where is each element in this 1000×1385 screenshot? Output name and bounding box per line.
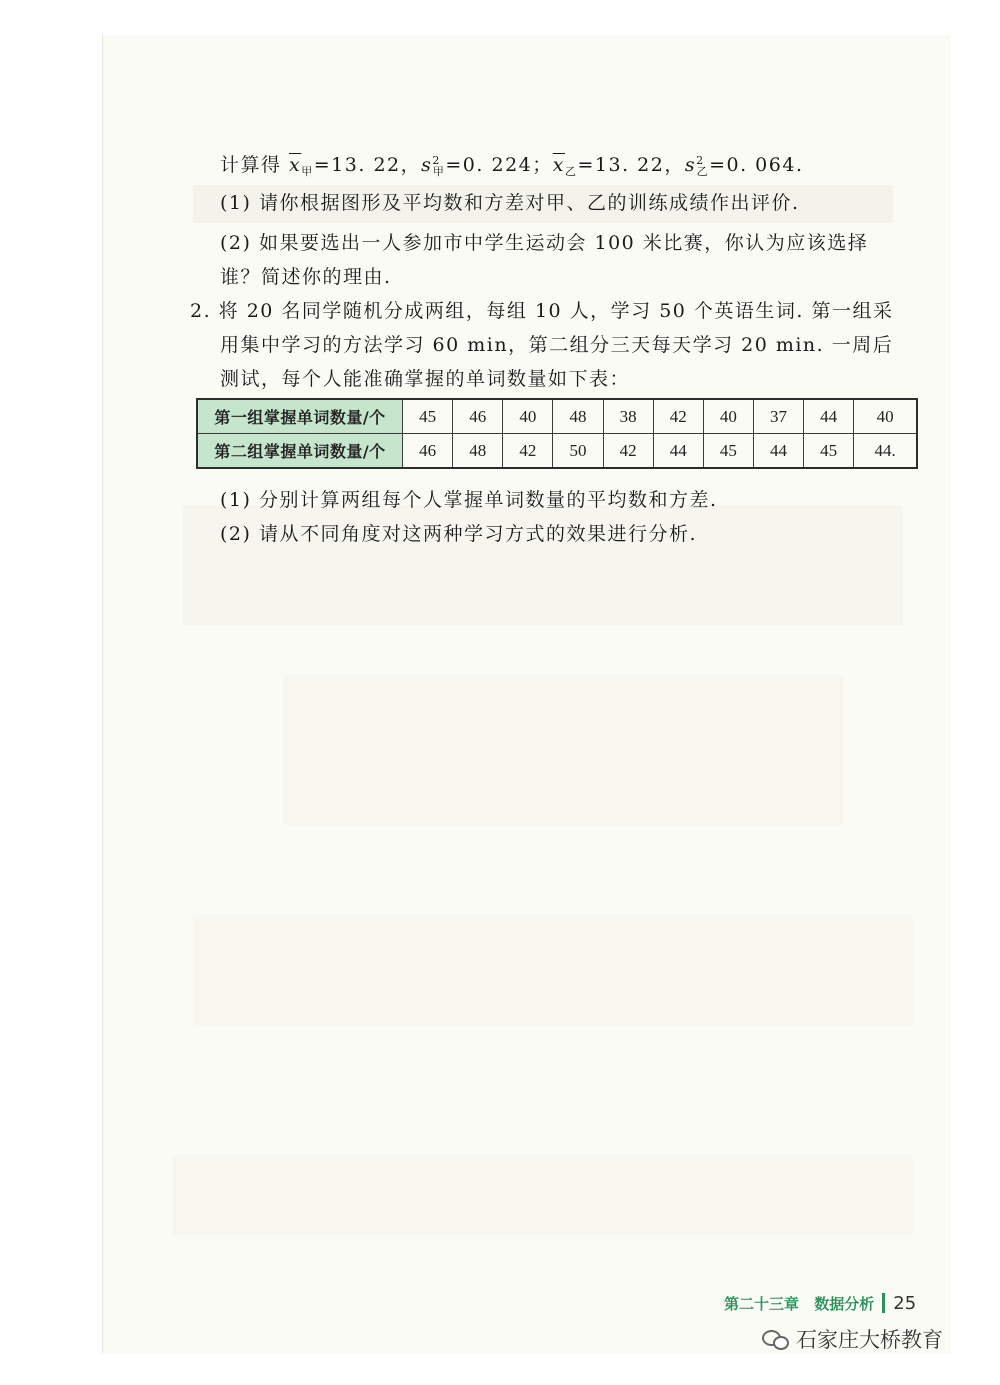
table-cell: 45 (403, 399, 453, 434)
page-number: 25 (893, 1293, 917, 1314)
watermark-text: 石家庄大桥教育 (796, 1328, 943, 1352)
table-cell: 42 (503, 434, 553, 469)
table-cell: 48 (553, 399, 603, 434)
table-row-group-2 (197, 434, 917, 469)
table-cell: 45 (703, 434, 753, 469)
show-through-block-2 (283, 675, 843, 825)
table-cell: 44. (854, 434, 917, 469)
table-cell: 40 (703, 399, 753, 434)
question-1-part-2-line-2: 谁？简述你的理由. (220, 266, 392, 288)
word-count-table (196, 398, 918, 469)
table-cell: 48 (453, 434, 503, 469)
question-2-part-2: (2) 请从不同角度对这两种学习方式的效果进行分析. (220, 523, 697, 545)
chat-bubble-icon (762, 1329, 788, 1349)
question-1-part-2-line-1: (2) 如果要选出一人参加市中学生运动会 100 米比赛，你认为应该选择 (220, 232, 869, 254)
chapter-label: 第二十三章 (724, 1295, 800, 1313)
question-2-line-3: 测试，每个人能准确掌握的单词数量如下表： (220, 368, 631, 390)
table-cell: 42 (603, 434, 653, 469)
row-header: 第二组掌握单词数量/个 (197, 434, 403, 469)
table-cell: 40 (854, 399, 917, 434)
table-cell: 44 (804, 399, 854, 434)
section-label: 数据分析 (814, 1295, 875, 1313)
footer-divider (882, 1293, 885, 1313)
show-through-block-3 (193, 915, 913, 1025)
table-cell: 37 (753, 399, 803, 434)
question-1-part-1: (1) 请你根据图形及平均数和方差对甲、乙的训练成绩作出评价. (220, 192, 800, 214)
watermark (762, 1324, 943, 1354)
question-2-part-1: (1) 分别计算两组每个人掌握单词数量的平均数和方差. (220, 489, 718, 511)
page-footer (724, 1293, 916, 1314)
table-cell: 38 (603, 399, 653, 434)
table-cell: 45 (804, 434, 854, 469)
table-row-group-1 (197, 399, 917, 434)
table-cell: 40 (503, 399, 553, 434)
table-cell: 46 (403, 434, 453, 469)
computed-result-line: 计算得 $\overline{x}_甲=13$. 22，$s^2_甲=0$. 224；$\overline{x}_乙=13$. 22，$s^2_乙=0$. 064. (220, 154, 804, 178)
table-cell: 44 (653, 434, 703, 469)
question-2-line-1: 2. 将 20 名同学随机分成两组，每组 10 人，学习 50 个英语生词. 第一组采 (190, 300, 894, 322)
row-header: 第一组掌握单词数量/个 (197, 399, 403, 434)
question-2-line-2: 用集中学习的方法学习 60 min，第二组分三天每天学习 20 min. 一周后 (220, 334, 894, 356)
table-cell: 50 (553, 434, 603, 469)
table-cell: 42 (653, 399, 703, 434)
show-through-block-4 (173, 1155, 913, 1235)
table-cell: 44 (753, 434, 803, 469)
table-cell: 46 (453, 399, 503, 434)
